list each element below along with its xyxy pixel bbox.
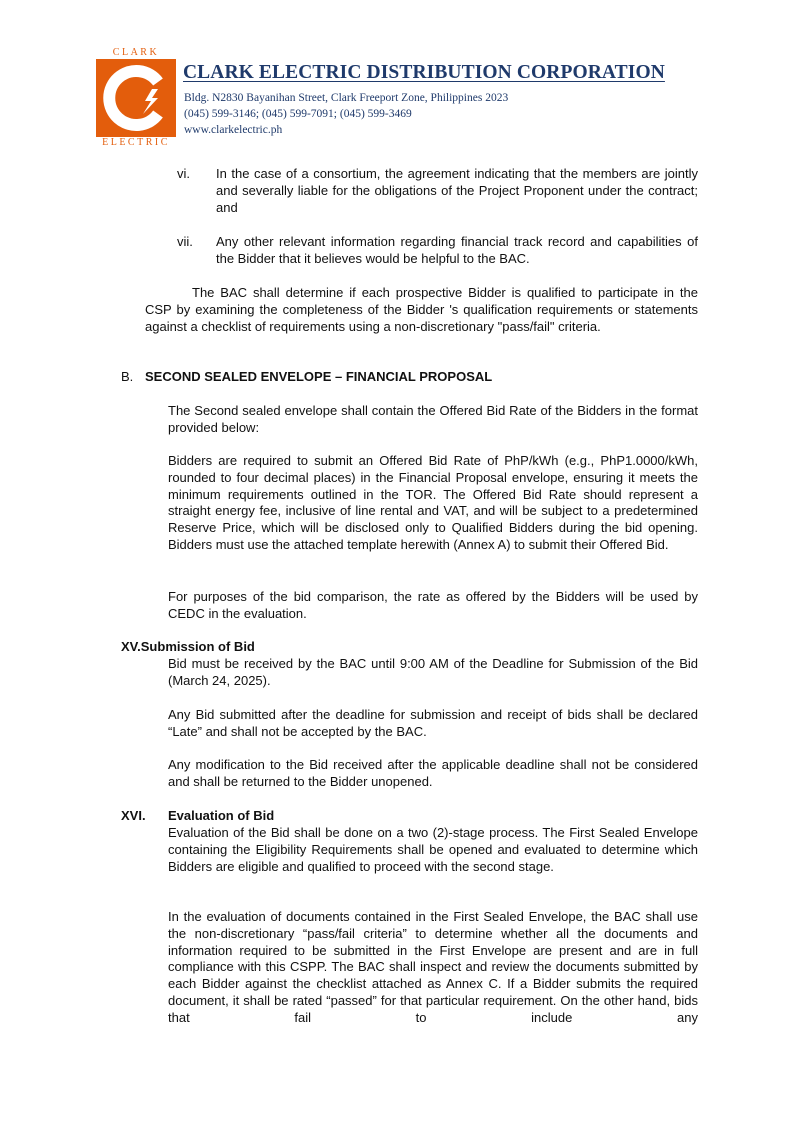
company-phones: (045) 599-3146; (045) 599-7091; (045) 599-3469 [184,108,412,120]
paragraph: Bid must be received by the BAC until 9:00 AM of the Deadline for Submission of the Bid (March 24, 2025). [168,656,698,688]
paragraph: Bidders are required to submit an Offered Bid Rate of PhP/kWh (e.g., PhP1.0000/kWh, rounded to four decimal places) in the Financial Proposal envelope, ensuring it meets the minimum requirements outlined in the TOR. The Offered Bid Rate should represent a straight energy fee, inclusive of line rental and VAT, and will be subject to a predetermined Reserve Price, which will be disclosed only to Qualified Bidders during the bid opening. Bidders must use the attached template herewith (Annex A) to submit their Offered Bid. [168,453,698,552]
company-website[interactable]: www.clarkelectric.ph [184,124,283,136]
section-xv-heading: XV.Submission of Bid [121,639,255,654]
paragraph: Any Bid submitted after the deadline for submission and receipt of bids shall be declared “Late” and shall not be accepted by the BAC. [168,707,698,739]
section-b-letter: B. [121,369,134,384]
section-xvi-title: Evaluation of Bid [168,808,275,823]
list-item-number: vi. [177,166,190,181]
logo-bottom-word: ELECTRIC [102,137,170,148]
logo-top-word: CLARK [112,47,160,58]
paragraph: In the evaluation of documents contained in the First Sealed Envelope, the BAC shall use the non-discretionary “pass/fail criteria” to determine whether all the documents and information required to be submitted in the First Envelope are present and are in full compliance with this CSPP. The BAC shall inspect and review the documents submitted by each Bidder against the checklist attached as Annex C. If a Bidder submits the required document, it shall be rated “passed” for that particular requirement. On the other hand, bids that fail to include any [168,909,698,1025]
paragraph: For purposes of the bid comparison, the rate as offered by the Bidders will be used by CEDC in the evaluation. [168,589,698,621]
section-b-title: SECOND SEALED ENVELOPE – FINANCIAL PROPOSAL [145,369,493,384]
paragraph: Any modification to the Bid received after the applicable deadline shall not be considered and shall be returned to the Bidder unopened. [168,757,698,789]
list-item-number: vii. [177,234,193,249]
logo-c-lightning-icon [96,59,176,137]
section-xvi-number: XVI. [121,808,146,823]
paragraph: Evaluation of the Bid shall be done on a two (2)-stage process. The First Sealed Envelope containing the Eligibility Requirements shall be opened and evaluated to determine which Bidders are eligible and qualified to proceed with the second stage. [168,825,698,874]
company-address: Bldg. N2830 Bayanihan Street, Clark Freeport Zone, Philippines 2023 [184,92,509,104]
company-logo [96,46,176,150]
paragraph: The Second sealed envelope shall contain the Offered Bid Rate of the Bidders in the format provided below: [168,403,698,435]
bac-determination-paragraph: The BAC shall determine if each prospective Bidder is qualified to participate in the CSP by examining the completeness of the Bidder 's qualification requirements or statements against a checklist of requirements using a non-discretionary "pass/fail" criteria. [145,285,698,334]
company-name: CLARK ELECTRIC DISTRIBUTION CORPORATION [183,62,665,83]
list-item-text: Any other relevant information regarding financial track record and capabilities of the Bidder that it believes would be helpful to the BAC. [216,234,698,266]
list-item-text: In the case of a consortium, the agreement indicating that the members are jointly and severally liable for the obligations of the Project Proponent under the contract; and [216,166,698,215]
